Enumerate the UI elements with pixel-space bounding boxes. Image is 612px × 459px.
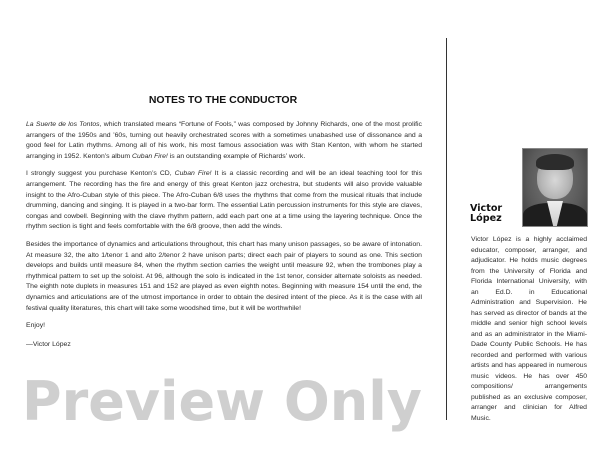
album-title: Cuban Fire! [174, 170, 212, 178]
signature: —Victor López [26, 340, 71, 348]
signoff: Enjoy! [26, 322, 46, 330]
piece-title: La Suerte de los Tontos [26, 121, 100, 128]
notes-paragraph-3: Besides the importance of dynamics and articulations throughout, this chart has many unison passages, so be aware of intonation. At measure 32, the alto 1/tenor 1 and alto 2/tenor 2 have unison parts; direct each pair of players to sound as one. This section develops and builds until measure 84, when the rhythm section carries the weight until measure 92, when the trombones play a rhythmical pattern to set up the soloist. At 96, although the solo is indicated in the 1st tenor, consider alternate soloists as needed. The eighth note duplets in measures 151 and 152 are played as even eighth notes. Beginning with measure 154 until the end, the dynamics and articulations are of the utmost importance in order to obtain the desired intent of the piece. As it is the case with all festival quality literatures, this chart will take some woodshed time, but it will be worthwhile! [26, 240, 422, 312]
notes-title: NOTES TO THE CONDUCTOR [148, 94, 298, 106]
paragraph-text: , which translated means “Fortune of Fools,” was composed by Johnny Richards, one of the most prolific arrangers of the 1950s and ’60s, turning out heavily orchestrated scores with a sometimes unabashed use of dissonance and a good feel for Latin rhythms. Among all of his work, his most famous association was with Stan Kenton, with whom he started arranging in 1952. Kenton’s album [26, 121, 422, 160]
paragraph-text: is an outstanding example of Richards’ work. [167, 152, 306, 160]
notes-paragraph-2 [26, 169, 422, 233]
preview-watermark: Preview Only [22, 370, 422, 433]
author-last-name: López [470, 213, 502, 225]
notes-paragraph-1 [26, 120, 422, 162]
paragraph-text: It is a classic recording and will be an ideal teaching tool for this arrangement. The recording has the fire and energy of this great Kenton jazz orchestra, but students will also provide valuable insight to the Afro-Cuban style of this piece. The Afro-Cuban 6/8 uses the rhythms that come from the musical rituals that include drumming, dancing and singing. It is played in a two-bar form. The essential Latin percussion instruments for this style are claves, congas and cowbell. Beginning with the clave rhythm pattern, add each part one at a time using the layering technique. Once the rhythm section is tight and feels comfortable with the 6/8 groove, then add the winds. [26, 170, 422, 231]
column-divider [446, 38, 447, 420]
author-name [470, 204, 520, 225]
author-first-name: Victor [470, 203, 503, 214]
photo-hair [536, 154, 574, 170]
notes-body [26, 120, 422, 357]
paragraph-text: I strongly suggest you purchase Kenton’s CD, [26, 170, 175, 178]
author-bio: Victor López is a highly acclaimed educator, composer, arranger, and adjudicator. He holds music degrees from the University of Florida and Florida International University, with an Ed.D. in Educational Administration and Supervision. He has served as director of bands at the middle and senior high school levels and as an administrator in the Miami-Dade County Public Schools. He has recorded and performed with various artists and has appeared in numerous music videos. He has over 450 compositions/ arrangements published as an exclusive composer, arranger and clinician for Alfred Music. [471, 236, 587, 422]
album-title: Cuban Fire! [132, 152, 168, 160]
author-photo [522, 148, 588, 227]
